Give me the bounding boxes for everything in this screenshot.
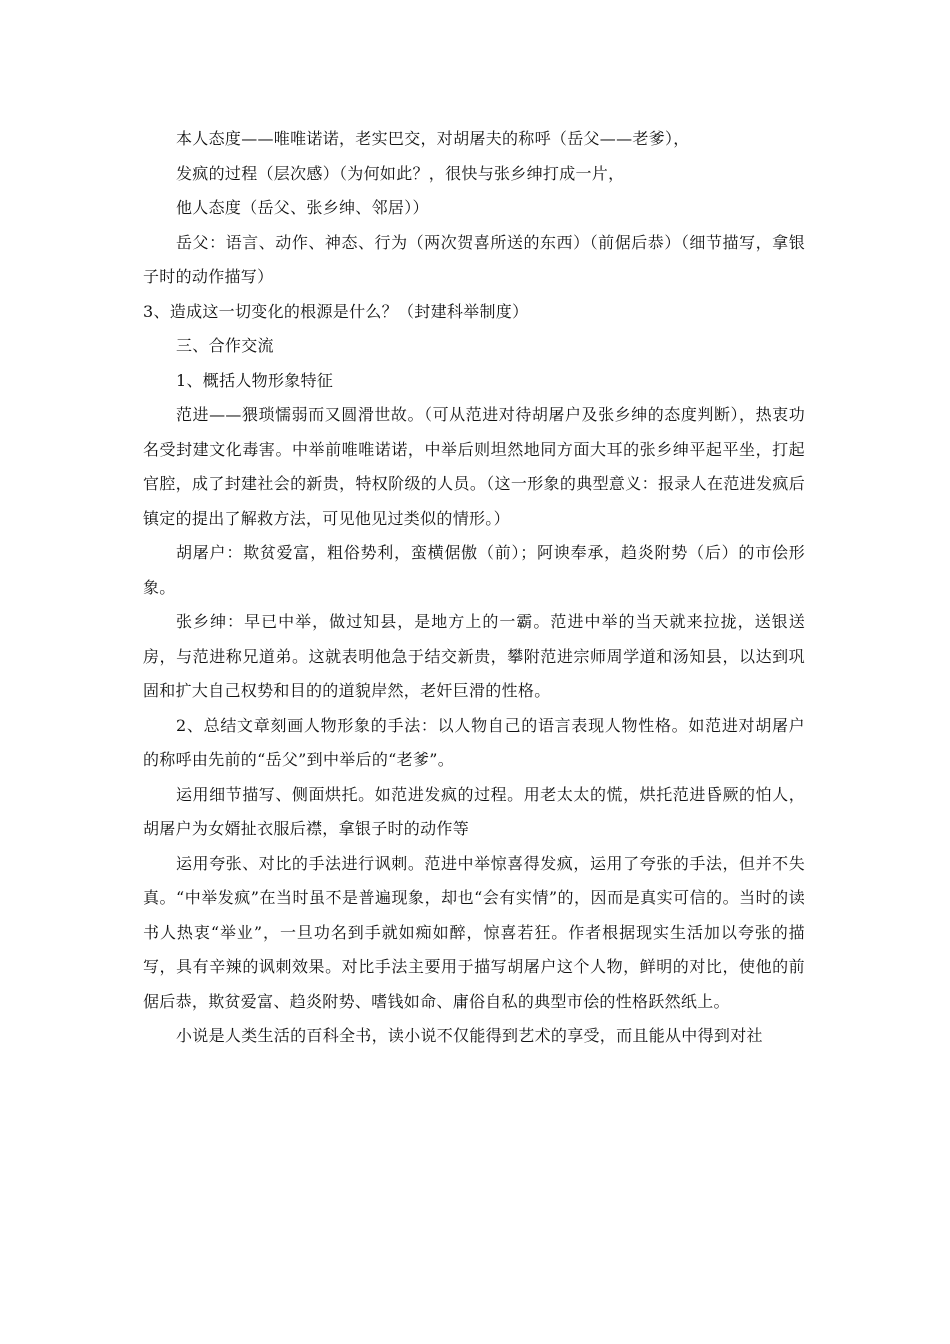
paragraph-exaggeration-contrast: 运用夸张、对比的手法进行讽刺。范进中举惊喜得发疯，运用了夸张的手法，但并不失真。“中举发疯”在当时虽不是普遍现象，却也“会有实情”的，因而是真实可信的。当时的读书人热衷“举业”，一旦功名到手就如痴如醉，惊喜若狂。作者根据现实生活加以夸张的描写，具有辛辣的讽刺效果。对比手法主要用于描写胡屠户这个人物，鲜明的对比，使他的前倨后恭，欺贫爱富、趋炎附势、嗜钱如命、庸俗自私的典型市侩的性格跃然纸上。 xyxy=(143,853,805,1011)
document-body xyxy=(143,122,805,1054)
paragraph-detail-description: 运用细节描写、侧面烘托。如范进发疯的过程。用老太太的慌，烘托范进昏厥的怕人，胡屠户为女婿扯衣服后襟，拿银子时的动作等 xyxy=(143,784,805,838)
paragraph-hu-butcher: 胡屠户：欺贫爱富，粗俗势利，蛮横倨傲（前）；阿谀奉承，趋炎附势（后）的市侩形象。 xyxy=(143,543,805,597)
paragraph-techniques-summary: 2、总结文章刻画人物形象的手法：以人物自己的语言表现人物性格。如范进对胡屠户的称呼由先前的“岳父”到中举后的“老爹”。 xyxy=(143,715,805,769)
paragraph-madness-process: 发疯的过程（层次感）（为何如此？，很快与张乡绅打成一片， xyxy=(176,163,625,183)
paragraph-fan-jin: 范进——猥琐懦弱而又圆滑世故。（可从范进对待胡屠户及张乡绅的态度判断），热衷功名受封建文化毒害。中举前唯唯诺诺，中举后则坦然地同方面大耳的张乡绅平起平坐，打起官腔，成了封建社会的新贵，特权阶级的人员。（这一形象的典型意义：报录人在范进发疯后镇定的提出了解救方法，可见他见过类似的情形。） xyxy=(143,405,805,528)
section-heading-cooperation: 三、合作交流 xyxy=(176,336,274,355)
question-root-cause: 3、造成这一切变化的根源是什么？（封建科举制度） xyxy=(143,301,529,321)
paragraph-attitude-self: 本人态度——唯唯诺诺，老实巴交，对胡屠夫的称呼（岳父——老爹）， xyxy=(176,129,690,148)
subheading-character-traits: 1、概括人物形象特征 xyxy=(176,370,334,390)
paragraph-zhang-gentry: 张乡绅：早已中举，做过知县，是地方上的一霸。范进中举的当天就来拉拢，送银送房，与范进称兄道弟。这就表明他急于结交新贵，攀附范进宗师周学道和汤知县，以达到巩固和扩大自己权势和目的的道貌岸然，老奸巨滑的性格。 xyxy=(143,612,805,700)
paragraph-father-in-law: 岳父：语言、动作、神态、行为（两次贺喜所送的东西）（前倨后恭）（细节描写，拿银子时的动作描写） xyxy=(143,232,805,286)
paragraph-novel-encyclopedia: 小说是人类生活的百科全书，读小说不仅能得到艺术的享受，而且能从中得到对社 xyxy=(176,1026,763,1045)
paragraph-attitude-others: 他人态度（岳父、张乡绅、邻居）） xyxy=(176,198,429,217)
